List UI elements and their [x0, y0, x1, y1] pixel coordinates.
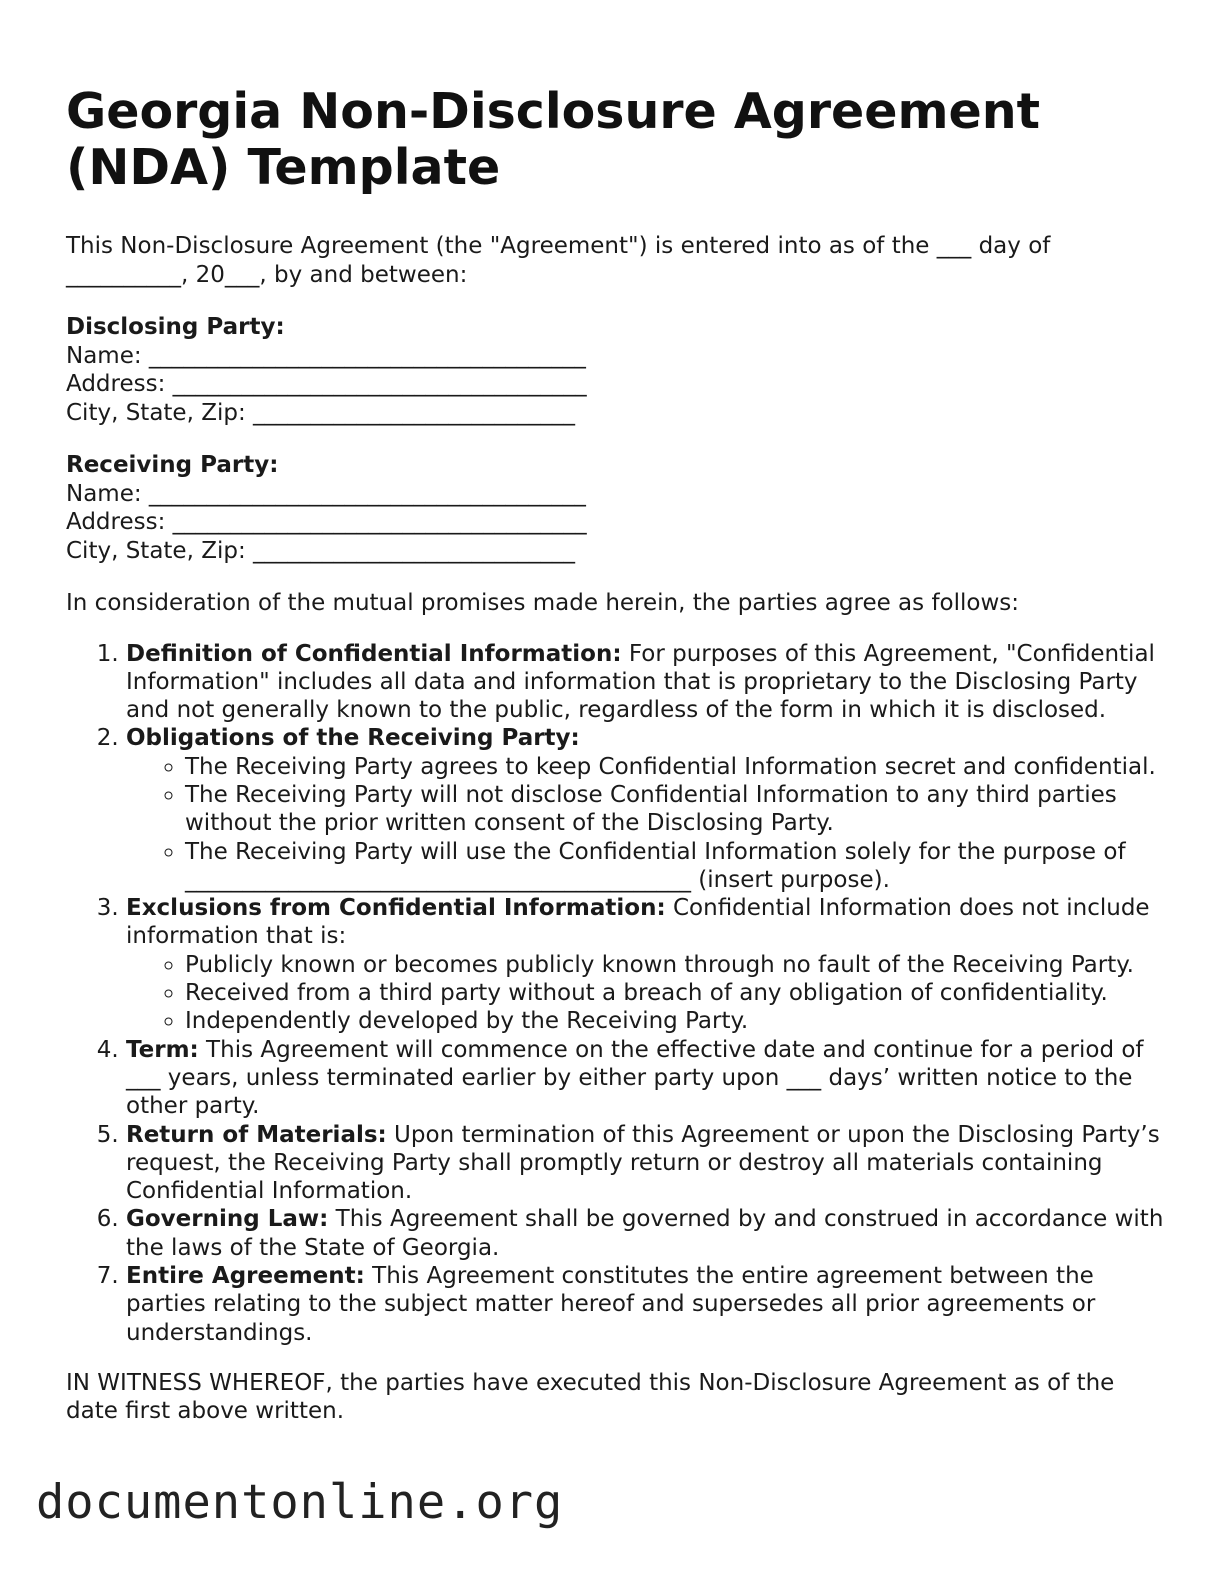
- intro-paragraph: This Non-Disclosure Agreement (the "Agreement") is entered into as of the ___ day of __________, 20___, by and between:: [66, 233, 1051, 288]
- receiving-party-city-line: City, State, Zip: ____________________________: [66, 537, 576, 564]
- consideration-paragraph: In consideration of the mutual promises made herein, the parties agree as follows:: [66, 590, 1020, 616]
- document-page: [66, 84, 1166, 1426]
- term-text: This Agreement constitutes the entire agreement between the parties relating to the subject matter hereof and supersedes all prior agreements or understandings.: [126, 1263, 1096, 1346]
- terms-list: [66, 640, 1166, 1347]
- exclusions-sublist: [126, 951, 1166, 1036]
- term-title: Obligations of the Receiving Party:: [126, 725, 580, 752]
- term-title: Entire Agreement:: [126, 1263, 365, 1290]
- term-text: For purposes of this Agreement, "Confidential Information" includes all data and information that is proprietary to the Disclosing Party and not generally known to the public, regardless of the form in which it is disclosed.: [126, 640, 1155, 724]
- term-title: Term:: [126, 1036, 199, 1063]
- disclosing-party-city-line: City, State, Zip: ____________________________: [66, 399, 576, 426]
- term-definition: [126, 640, 1166, 725]
- term-title: Exclusions from Confidential Information:: [126, 895, 666, 922]
- watermark-logo: documentonline.org: [36, 1475, 564, 1530]
- list-item: ◦ The Receiving Party agrees to keep Confidential Information secret and confidential.: [185, 753, 1166, 781]
- term-exclusions: [126, 894, 1166, 1035]
- term-governing-law: [126, 1205, 1166, 1262]
- term-title: Definition of Confidential Information:: [126, 640, 622, 667]
- list-item: ◦ The Receiving Party will use the Confidential Information solely for the purpose of ____________________________________________ (insert purpose).: [185, 838, 1166, 895]
- disclosing-party-name-line: Name: ______________________________________: [66, 342, 586, 369]
- list-item: ◦ Independently developed by the Receiving Party.: [185, 1007, 1166, 1035]
- term-title: Governing Law:: [126, 1206, 329, 1233]
- receiving-party-name-line: Name: ______________________________________: [66, 480, 586, 507]
- disclosing-party-address-line: Address: ____________________________________: [66, 371, 587, 397]
- disclosing-party-heading: Disclosing Party:: [66, 314, 285, 340]
- receiving-party-section: [66, 451, 1166, 565]
- term-return-of-materials: [126, 1121, 1166, 1206]
- list-item: ◦ Received from a third party without a breach of any obligation of confidentiality.: [185, 979, 1166, 1007]
- receiving-party-address-line: Address: ____________________________________: [66, 509, 587, 535]
- obligations-sublist: [126, 753, 1166, 894]
- list-item: ◦ Publicly known or becomes publicly known through no fault of the Receiving Party.: [185, 951, 1166, 979]
- document-title: Georgia Non-Disclosure Agreement (NDA) Template: [66, 83, 1041, 196]
- receiving-party-heading: Receiving Party:: [66, 452, 279, 478]
- witness-paragraph: IN WITNESS WHEREOF, the parties have executed this Non-Disclosure Agreement as of the date first above written.: [66, 1369, 1115, 1425]
- list-item: ◦ The Receiving Party will not disclose Confidential Information to any third parties without the prior written consent of the Disclosing Party.: [185, 781, 1166, 838]
- term-duration: [126, 1036, 1166, 1121]
- term-text: This Agreement shall be governed by and construed in accordance with the laws of the State of Georgia.: [126, 1206, 1164, 1261]
- term-obligations: [126, 724, 1166, 894]
- term-text: Confidential Information does not include information that is:: [126, 895, 1150, 950]
- disclosing-party-section: [66, 313, 1166, 427]
- term-text: This Agreement will commence on the effective date and continue for a period of ___ years, unless terminated earlier by either party upon ___ days’ written notice to the other party.: [126, 1036, 1144, 1120]
- term-entire-agreement: [126, 1262, 1166, 1347]
- term-title: Return of Materials:: [126, 1121, 387, 1148]
- term-text: Upon termination of this Agreement or upon the Disclosing Party’s request, the Receiving Party shall promptly return or destroy all materials containing Confidential Information.: [126, 1121, 1160, 1205]
